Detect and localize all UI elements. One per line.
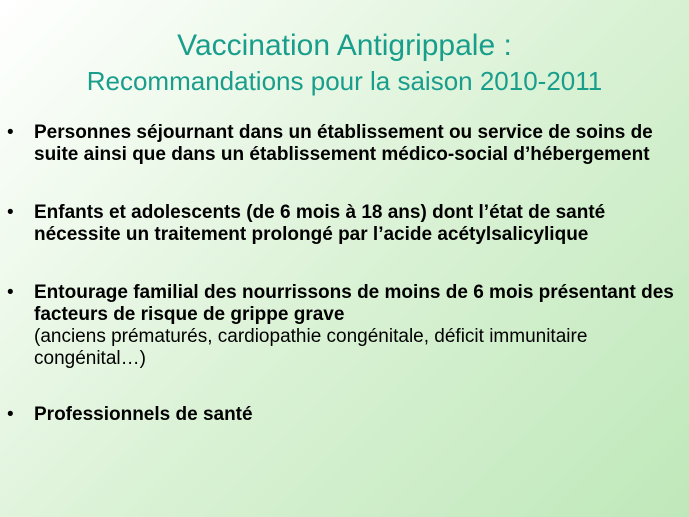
- slide-title: [0, 28, 689, 97]
- bullet-marker: •: [7, 122, 14, 143]
- bullet-list: [0, 122, 689, 426]
- bullet-marker: •: [7, 404, 14, 425]
- bullet-text-3-detail: (anciens prématurés, cardiopathie congénitale, déficit immunitaire congénital…): [34, 326, 588, 369]
- bullet-item-3: [0, 282, 689, 370]
- bullet-item-1: [0, 122, 689, 166]
- bullet-text-2: Enfants et adolescents (de 6 mois à 18 ans) dont l’état de santé nécessite un traitement prolongé par l’acide acétylsalicylique: [34, 202, 606, 245]
- title-line-1: Vaccination Antigrippale :: [177, 29, 512, 62]
- bullet-text-4: Professionnels de santé: [34, 404, 253, 425]
- title-line-2: Recommandations pour la saison 2010-2011: [86, 66, 603, 96]
- bullet-text-1: Personnes séjournant dans un établissement ou service de soins de suite ainsi que dans un établissement médico-social d’hébergement: [34, 122, 653, 165]
- bullet-item-2: [0, 202, 689, 246]
- bullet-item-4: [0, 404, 689, 426]
- bullet-text-3: [34, 282, 679, 370]
- bullet-marker: •: [7, 282, 14, 303]
- bullet-marker: •: [7, 202, 14, 223]
- bullet-text-3-bold: Entourage familial des nourrissons de moins de 6 mois présentant des facteurs de risque de grippe grave: [34, 282, 674, 325]
